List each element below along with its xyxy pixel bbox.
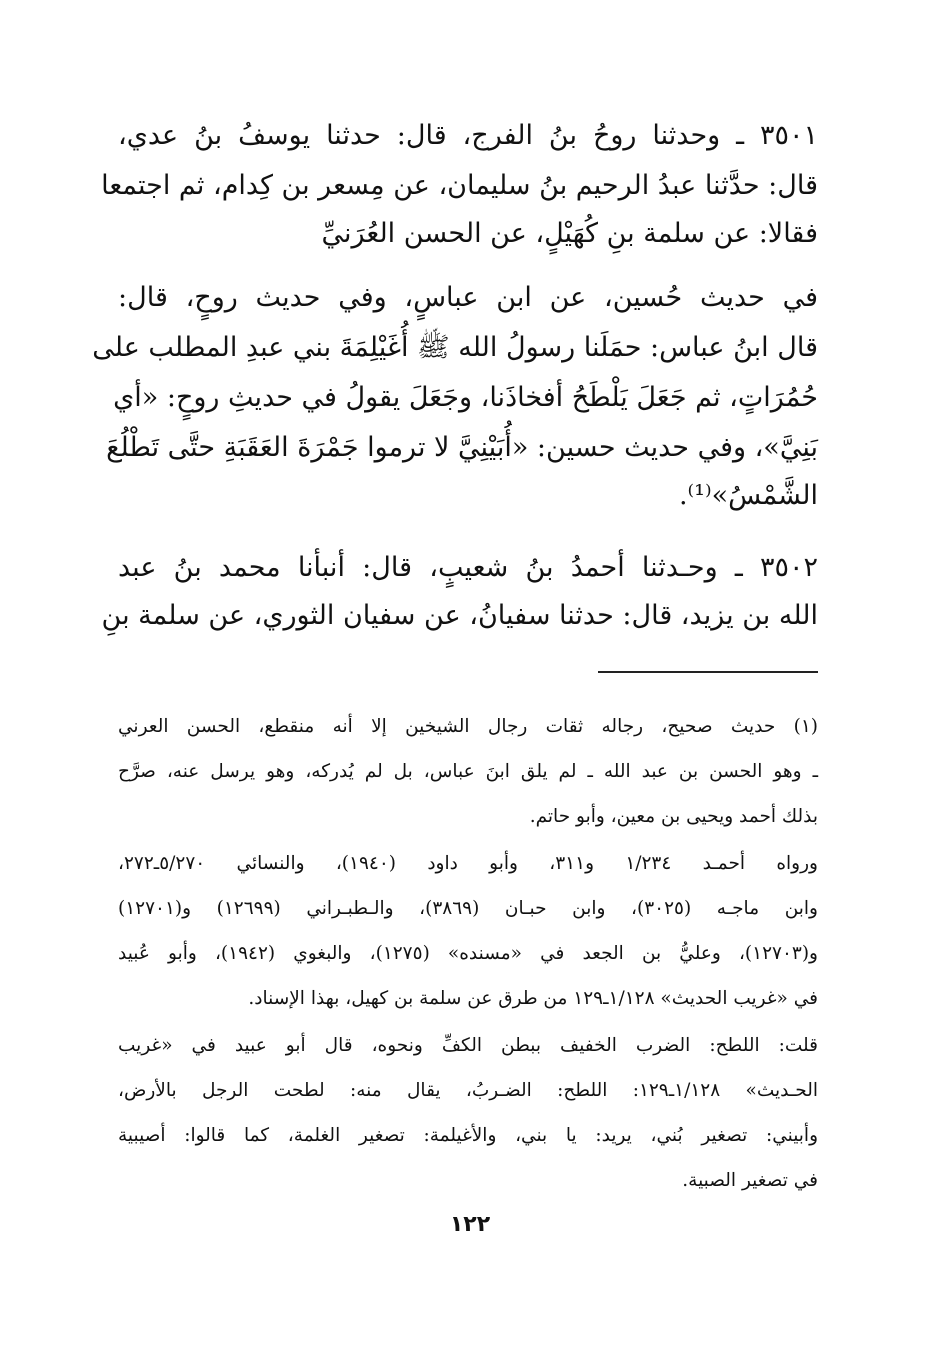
text-line: فقالا: عن سلمة بنِ كُهَيْلٍ، عن الحسن العُرَنيِّ — [321, 218, 818, 249]
footnote-line: وأبيني: تصغير بُني، يريد: يا بني، والأغيلمة: تصغير الغلمة، كما قالوا: أصيبية — [118, 1125, 818, 1146]
text-line: الله بن يزيد، قال: حدثنا سفيانُ، عن سفيان الثوري، عن سلمة بنِ — [101, 600, 818, 631]
footnote-line: ـ وهو الحسن بن عبد الله ـ لم يلق ابنَ عباس، بل لم يُدركه، وهو يرسل عنه، صرَّح — [118, 761, 818, 782]
footnote-line: الحـديث» ١/١٢٨ـ١٢٩: اللطح: الضـربُ، يقال منه: لطحت الرجل بالأرض، — [118, 1080, 818, 1101]
text-line: حُمُرَاتٍ، ثم جَعَلَ يَلْطَحُ أفخاذَنا، وجَعَلَ يقولُ في حديثِ روحٍ: «أي — [113, 382, 818, 413]
footnote-line: وابن ماجـه (٣٠٢٥)، وابن حبـان (٣٨٦٩)، والـطبـراني (١٢٦٩٩) و(١٢٧٠١) — [118, 898, 818, 919]
footnote-line: و(١٢٧٠٣)، وعليُّ بن الجعد في «مسنده» (١٢٧٥)، والبغوي (١٩٤٢)، وأبو عُبيد — [118, 943, 818, 964]
footnote-line: بذلك أحمد ويحيى بن معين، وأبو حاتم. — [529, 806, 818, 827]
text-line: بَنِيَّ»، وفي حديث حسين: «أُبَيْنِيَّ لا ترموا جَمْرَةَ العَقَبَةِ حتَّى تَطْلُعَ — [106, 432, 818, 463]
footnote-line: (١) حديث صحيح، رجاله ثقات رجال الشيخين إلا أنه منقطع، الحسن العرني — [118, 716, 818, 737]
text-line: ٣٥٠٢ ـ وحـدثنا أحمدُ بنُ شعيبٍ، قال: أنبأنا محمد بنُ عبد — [118, 552, 818, 583]
footnote-separator — [598, 671, 818, 673]
footnote-line: في «غريب الحديث» ١/١٢٨ـ١٢٩ من طرق عن سلمة بن كهيل، بهذا الإسناد. — [248, 988, 818, 1009]
footnote-line: في تصغير الصبية. — [682, 1170, 818, 1191]
text-line: قال ابنُ عباس: حمَلَنا رسولُ الله ﷺ أُغَيْلِمَةَ بني عبدِ المطلب على — [92, 332, 818, 363]
text-line: قال: حدَّثنا عبدُ الرحيم بنُ سليمان، عن مِسعر بن كِدام، ثم اجتمعا — [101, 170, 818, 201]
text-line: الشَّمْسُ»⁽¹⁾. — [678, 480, 818, 511]
text-line: ٣٥٠١ ـ وحدثنا روحُ بنُ الفرج، قال: حدثنا يوسفُ بنُ عدي، — [118, 120, 818, 151]
page-number: ١٢٢ — [449, 1212, 491, 1237]
footnote-line: ورواه أحمـد ١/٢٣٤ و٣١١، وأبو داود (١٩٤٠)، والنسائي ٥/٢٧٠ـ٢٧٢، — [118, 853, 818, 874]
text-line: في حديث حُسين، عن ابن عباسٍ، وفي حديث روحٍ، قال: — [118, 282, 818, 313]
footnote-line: قلت: اللطح: الضرب الخفيف ببطن الكفِّ ونحوه، قال أبو عبيد في «غريب — [118, 1035, 818, 1056]
